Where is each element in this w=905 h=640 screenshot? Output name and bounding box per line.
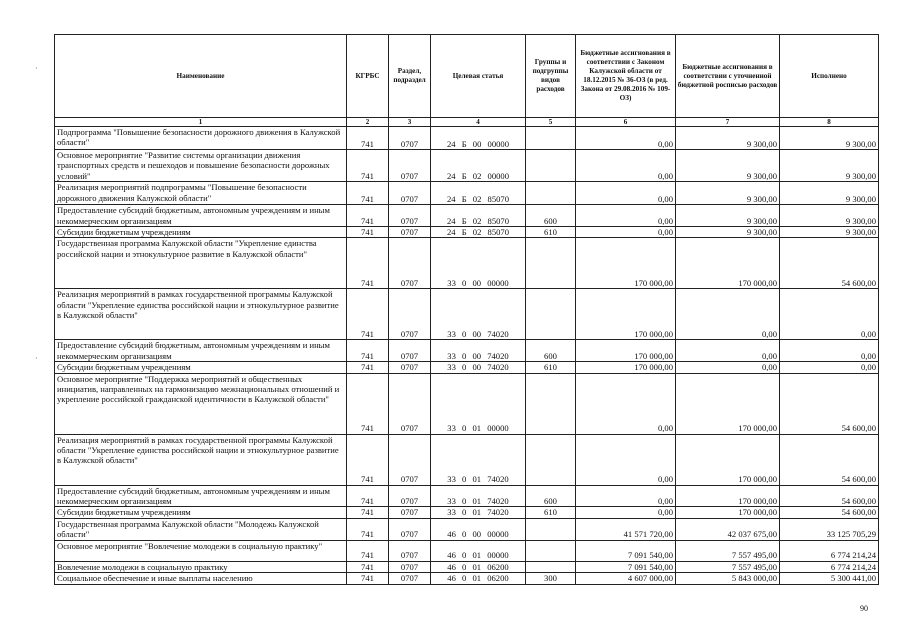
row-kgrbs: 741: [347, 238, 389, 289]
row-budget-law: 170 000,00: [576, 362, 676, 373]
row-budget-law: 0,00: [576, 507, 676, 518]
row-kgrbs: 741: [347, 540, 389, 561]
row-budget-law: 7 091 540,00: [576, 540, 676, 561]
scan-mark: ·: [35, 64, 38, 73]
table-row: [55, 540, 879, 561]
row-executed: 6 774 214,24: [780, 540, 879, 561]
row-group: 610: [526, 507, 576, 518]
row-executed: 9 300,00: [780, 182, 879, 205]
row-budget-refined: 170 000,00: [676, 238, 780, 289]
header-groups: Группы и подгруппы видов расходов: [526, 35, 576, 118]
column-number: 5: [526, 118, 576, 127]
row-group: [526, 289, 576, 340]
column-number: 8: [780, 118, 879, 127]
row-name: Вовлечение молодежи в социальную практику: [55, 561, 347, 572]
row-kgrbs: 741: [347, 485, 389, 507]
row-group: 600: [526, 205, 576, 227]
row-name: Предоставление субсидий бюджетным, автономным учреждениям и иным некоммерческим организациям: [55, 340, 347, 362]
row-group: [526, 182, 576, 205]
table-body: [55, 127, 879, 585]
row-budget-refined: 9 300,00: [676, 182, 780, 205]
column-number: 2: [347, 118, 389, 127]
row-target: 46 0 01 06200: [431, 573, 526, 584]
row-executed: 9 300,00: [780, 127, 879, 150]
table-row: [55, 238, 879, 289]
row-kgrbs: 741: [347, 434, 389, 485]
row-section: 0707: [389, 127, 431, 150]
row-name: Предоставление субсидий бюджетным, автономным учреждениям и иным некоммерческим организациям: [55, 485, 347, 507]
row-kgrbs: 741: [347, 182, 389, 205]
header-section: Раздел, подраздел: [389, 35, 431, 118]
table-row: [55, 573, 879, 584]
row-name: Государственная программа Калужской области "Укрепление единства российской нации и этнокультурное развитие в Калужской области": [55, 238, 347, 289]
row-target: 46 0 01 00000: [431, 540, 526, 561]
row-executed: 54 600,00: [780, 373, 879, 434]
row-kgrbs: 741: [347, 561, 389, 572]
row-section: 0707: [389, 434, 431, 485]
row-budget-law: 4 607 000,00: [576, 573, 676, 584]
row-budget-refined: 7 557 495,00: [676, 561, 780, 572]
row-target: 33 0 01 00000: [431, 373, 526, 434]
row-name: Предоставление субсидий бюджетным, автономным учреждениям и иным некоммерческим организациям: [55, 205, 347, 227]
row-kgrbs: 741: [347, 518, 389, 540]
row-section: 0707: [389, 507, 431, 518]
header-kgrbs: КГРБС: [347, 35, 389, 118]
row-group: [526, 150, 576, 182]
row-target: 33 0 00 74020: [431, 362, 526, 373]
row-kgrbs: 741: [347, 507, 389, 518]
row-budget-refined: 5 843 000,00: [676, 573, 780, 584]
row-executed: 9 300,00: [780, 227, 879, 238]
header-budget-refined: Бюджетные ассигнования в соответствии с уточненной бюджетной росписью расходов: [676, 35, 780, 118]
row-section: 0707: [389, 561, 431, 572]
table-row: [55, 485, 879, 507]
table-row: [55, 561, 879, 572]
row-kgrbs: 741: [347, 150, 389, 182]
row-group: 600: [526, 485, 576, 507]
row-target: 33 0 01 74020: [431, 485, 526, 507]
header-executed: Исполнено: [780, 35, 879, 118]
row-group: 610: [526, 227, 576, 238]
row-name: Основное мероприятие "Поддержка мероприятий и общественных инициатив, направленных на гармонизацию межнациональных отношений и укрепление российской гражданской идентичности в Калужской области": [55, 373, 347, 434]
row-name: Субсидии бюджетным учреждениям: [55, 507, 347, 518]
row-section: 0707: [389, 238, 431, 289]
row-name: Субсидии бюджетным учреждениям: [55, 227, 347, 238]
row-budget-refined: 7 557 495,00: [676, 540, 780, 561]
row-budget-law: 0,00: [576, 227, 676, 238]
column-number: 4: [431, 118, 526, 127]
row-section: 0707: [389, 205, 431, 227]
row-executed: 9 300,00: [780, 205, 879, 227]
row-target: 24 Б 00 00000: [431, 127, 526, 150]
row-name: Субсидии бюджетным учреждениям: [55, 362, 347, 373]
row-group: [526, 434, 576, 485]
row-kgrbs: 741: [347, 127, 389, 150]
row-target: 46 0 00 00000: [431, 518, 526, 540]
column-number: 3: [389, 118, 431, 127]
row-executed: 0,00: [780, 340, 879, 362]
row-budget-refined: 0,00: [676, 362, 780, 373]
row-group: [526, 238, 576, 289]
row-budget-law: 0,00: [576, 150, 676, 182]
scan-mark: ·: [35, 354, 38, 363]
row-name: Реализация мероприятий подпрограммы "Повышение безопасности дорожного движения Калужской области": [55, 182, 347, 205]
table-row: [55, 362, 879, 373]
row-section: 0707: [389, 227, 431, 238]
table-row: [55, 182, 879, 205]
row-budget-refined: 9 300,00: [676, 150, 780, 182]
row-budget-refined: 0,00: [676, 289, 780, 340]
row-kgrbs: 741: [347, 340, 389, 362]
row-budget-refined: 9 300,00: [676, 227, 780, 238]
row-target: 33 0 00 74020: [431, 289, 526, 340]
row-executed: 54 600,00: [780, 434, 879, 485]
row-budget-law: 0,00: [576, 127, 676, 150]
row-section: 0707: [389, 289, 431, 340]
row-target: 24 Б 02 85070: [431, 227, 526, 238]
row-budget-law: 0,00: [576, 182, 676, 205]
row-budget-law: 170 000,00: [576, 238, 676, 289]
row-target: 24 Б 02 00000: [431, 150, 526, 182]
row-budget-law: 0,00: [576, 205, 676, 227]
column-number: 1: [55, 118, 347, 127]
row-group: 610: [526, 362, 576, 373]
row-kgrbs: 741: [347, 205, 389, 227]
table-row: [55, 127, 879, 150]
page-number: 90: [860, 604, 868, 613]
row-group: 300: [526, 573, 576, 584]
row-budget-refined: 170 000,00: [676, 373, 780, 434]
row-kgrbs: 741: [347, 362, 389, 373]
table-row: [55, 289, 879, 340]
row-executed: 0,00: [780, 362, 879, 373]
table-header-row: [55, 35, 879, 118]
row-budget-refined: 0,00: [676, 340, 780, 362]
row-budget-law: 170 000,00: [576, 289, 676, 340]
row-group: [526, 561, 576, 572]
row-target: 33 0 00 74020: [431, 340, 526, 362]
row-kgrbs: 741: [347, 373, 389, 434]
row-group: [526, 373, 576, 434]
row-executed: 54 600,00: [780, 507, 879, 518]
row-budget-law: 7 091 540,00: [576, 561, 676, 572]
row-target: 24 Б 02 85070: [431, 205, 526, 227]
row-executed: 33 125 705,29: [780, 518, 879, 540]
row-executed: 54 600,00: [780, 485, 879, 507]
row-kgrbs: 741: [347, 573, 389, 584]
row-target: 33 0 01 74020: [431, 507, 526, 518]
table-row: [55, 518, 879, 540]
row-section: 0707: [389, 518, 431, 540]
row-budget-law: 0,00: [576, 434, 676, 485]
row-executed: 9 300,00: [780, 150, 879, 182]
row-group: [526, 518, 576, 540]
row-budget-refined: 9 300,00: [676, 205, 780, 227]
column-numbers-row: [55, 118, 879, 127]
row-section: 0707: [389, 540, 431, 561]
row-section: 0707: [389, 573, 431, 584]
row-name: Реализация мероприятий в рамках государственной программы Калужской области "Укрепление единства российской нации и этнокультурное развитие в Калужской области": [55, 289, 347, 340]
row-executed: 5 300 441,00: [780, 573, 879, 584]
row-name: Основное мероприятие "Вовлечение молодежи в социальную практику": [55, 540, 347, 561]
row-budget-refined: 170 000,00: [676, 507, 780, 518]
row-group: 600: [526, 340, 576, 362]
row-budget-law: 41 571 720,00: [576, 518, 676, 540]
row-executed: 0,00: [780, 289, 879, 340]
budget-table: [54, 34, 879, 585]
row-target: 33 0 01 74020: [431, 434, 526, 485]
row-kgrbs: 741: [347, 289, 389, 340]
row-group: [526, 540, 576, 561]
header-budget-law: Бюджетные ассигнования в соответствии с Законом Калужской области от 18.12.2015 № 36-ОЗ (в ред. Закона от 29.08.2016 № 109-ОЗ): [576, 35, 676, 118]
row-executed: 54 600,00: [780, 238, 879, 289]
row-section: 0707: [389, 373, 431, 434]
row-target: 33 0 00 00000: [431, 238, 526, 289]
header-name: Наименование: [55, 35, 347, 118]
row-name: Реализация мероприятий в рамках государственной программы Калужской области "Укрепление единства российской нации и этнокультурное развитие в Калужской области": [55, 434, 347, 485]
column-number: 7: [676, 118, 780, 127]
row-name: Подпрограмма "Повышение безопасности дорожного движения в Калужской области": [55, 127, 347, 150]
row-kgrbs: 741: [347, 227, 389, 238]
table-row: [55, 227, 879, 238]
table-row: [55, 340, 879, 362]
row-name: Государственная программа Калужской области "Молодежь Калужской области": [55, 518, 347, 540]
row-section: 0707: [389, 150, 431, 182]
table-row: [55, 507, 879, 518]
row-name: Основное мероприятие "Развитие системы организации движения транспортных средств и пешеходов и повышение безопасности дорожных условий": [55, 150, 347, 182]
table-row: [55, 205, 879, 227]
row-group: [526, 127, 576, 150]
column-number: 6: [576, 118, 676, 127]
row-budget-refined: 170 000,00: [676, 434, 780, 485]
table-row: [55, 373, 879, 434]
row-budget-refined: 170 000,00: [676, 485, 780, 507]
row-section: 0707: [389, 485, 431, 507]
row-target: 24 Б 02 85070: [431, 182, 526, 205]
table-row: [55, 434, 879, 485]
row-budget-law: 0,00: [576, 485, 676, 507]
budget-report-sheet: [54, 34, 878, 585]
row-name: Социальное обеспечение и иные выплаты населению: [55, 573, 347, 584]
header-target: Целевая статья: [431, 35, 526, 118]
row-budget-law: 170 000,00: [576, 340, 676, 362]
row-budget-refined: 42 037 675,00: [676, 518, 780, 540]
row-executed: 6 774 214,24: [780, 561, 879, 572]
row-section: 0707: [389, 340, 431, 362]
row-section: 0707: [389, 362, 431, 373]
row-budget-law: 0,00: [576, 373, 676, 434]
row-target: 46 0 01 06200: [431, 561, 526, 572]
table-row: [55, 150, 879, 182]
row-section: 0707: [389, 182, 431, 205]
row-budget-refined: 9 300,00: [676, 127, 780, 150]
